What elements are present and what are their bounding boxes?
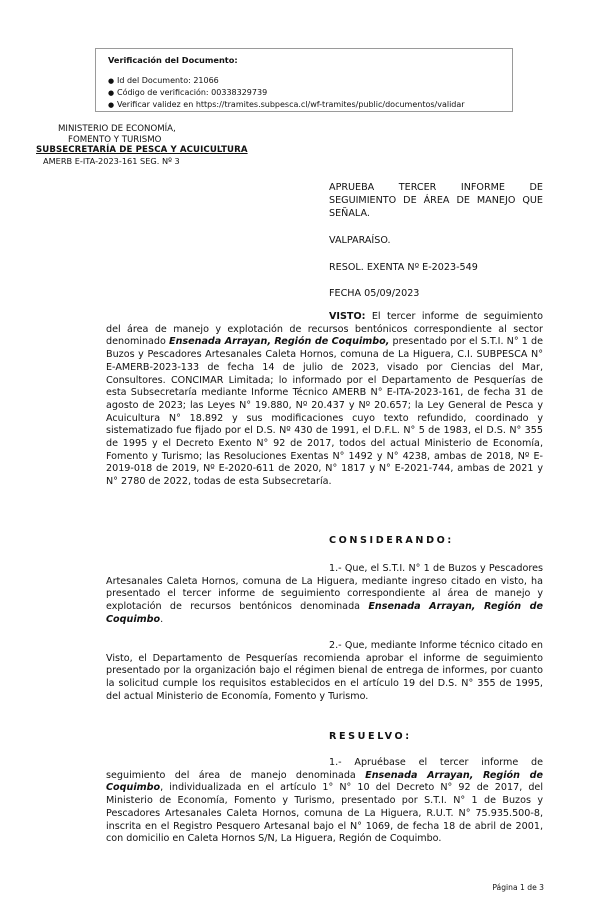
- visto-label: VISTO:: [329, 311, 366, 322]
- verification-item-url[interactable]: ● Verificar validez en https://tramites.subpesca.cl/wf-tramites/public/documentos/validar: [108, 100, 465, 109]
- resuelvo-heading: RESUELVO:: [329, 731, 412, 742]
- verification-item-code: ● Código de verificación: 00338329739: [108, 88, 268, 97]
- verification-item-id: ● Id del Documento: 21066: [108, 76, 219, 85]
- area-name: Ensenada Arrayan, Región de Coquimbo: [106, 769, 543, 794]
- ministry-line-2: FOMENTO Y TURISMO: [68, 134, 162, 145]
- considerando-paragraph-2: 2.- Que, mediante Informe técnico citado en Visto, el Departamento de Pesquerías recomienda aprobar el informe de seguimiento presentado por la organización bajo el régimen bienal de entrega de informes, por cuanto la solicitud cumple los requisitos establecidos en el artículo 19 del D.S. N° 355 de 1995, del actual Ministerio de Economía, Fomento y Turismo.: [106, 640, 543, 702]
- bullet-icon: ●: [108, 77, 115, 85]
- bullet-icon: ●: [108, 89, 115, 97]
- resuelvo-paragraph-1: 1.- Apruébase el tercer informe de seguimiento del área de manejo denominada Ensenada Arrayan, Región de Coquimbo, individualizada en el artículo 1° N° 10 del Decreto N° 92 de 2017, del Ministerio de Economía, Fomento y Turismo, presentado por S.T.I. N° 1 de Buzos y Pescadores Artesanales Caleta Hornos, comuna de La Higuera, R.U.T. N° 75.935.500-8, inscrita en el Registro Pesquero Artesanal bajo el N° 1069, de fecha 18 de abril de 2001, con domicilio en Caleta Hornos S/N, La Higuera, Región de Coquimbo.: [106, 757, 543, 845]
- ministry-line-1: MINISTERIO DE ECONOMÍA,: [58, 124, 176, 134]
- visto-paragraph: VISTO: El tercer informe de seguimiento del área de manejo y explotación de recursos bentónicos correspondiente al sector denominado Ensenada Arrayan, Región de Coquimbo, presentado por el S.T.I. N° 1 de Buzos y Pescadores Artesanales Caleta Hornos, comuna de La Higuera, C.I. SUBPESCA N° E-AMERB-2023-133 de fecha 14 de julio de 2023, visado por Ciencias del Mar, Consultores. CONCIMAR Limitada; lo informado por el Departamento de Pesquerías de esta Subsecretaría mediante Informe Técnico AMERB N° E-ITA-2023-161, de fecha 31 de agosto de 2023; las Leyes N° 19.880, Nº 20.437 y Nº 20.657; la Ley General de Pesca y Acuicultura N° 18.892 y sus modificaciones cuyo texto refundido, coordinado y sistematizado fue fijado por el D.S. Nº 430 de 1991, el D.F.L. N° 5 de 1983, el D.S. N° 355 de 1995 y el Decreto Exento N° 92 de 2017, todos del actual Ministerio de Economía, Fomento y Turismo; las Resoluciones Exentas N° 1492 y N° 4238, ambas de 2018, Nº E-2019-018 de 2019, Nº E-2020-611 de 2020, N° 1817 y N° E-2021-744, ambas de 2021 y N° 2780 de 2022, todas de esta Subsecretaría.: [106, 311, 543, 488]
- ministry-header: [36, 124, 286, 166]
- verification-title: Verificación del Documento:: [108, 55, 238, 65]
- resolution-date: FECHA 05/09/2023: [329, 288, 420, 299]
- bullet-icon: ●: [108, 101, 115, 109]
- subsecretaria-name: SUBSECRETARÍA DE PESCA Y ACUICULTURA: [36, 145, 248, 156]
- considerando-paragraph-1: 1.- Que, el S.T.I. N° 1 de Buzos y Pescadores Artesanales Caleta Hornos, comuna de La Higuera, mediante ingreso citado en visto, ha presentado el tercer informe de seguimiento correspondiente al área de manejo y explotación de recursos bentónicos denominada Ensenada Arrayan, Región de Coquimbo.: [106, 563, 543, 625]
- area-name: Ensenada Arrayan, Región de Coquimbo,: [169, 336, 390, 348]
- verification-list: [108, 75, 512, 111]
- resolution-title: APRUEBA TERCER INFORME DE SEGUIMIENTO DE ÁREA DE MANEJO QUE SEÑALA.: [329, 182, 543, 219]
- area-name: Ensenada Arrayan, Región de Coquimbo: [106, 601, 543, 625]
- page-number: Página 1 de 3: [492, 883, 544, 892]
- verification-box: [95, 48, 513, 112]
- document-reference: AMERB E-ITA-2023-161 SEG. Nº 3: [43, 155, 180, 166]
- considerando-heading: CONSIDERANDO:: [329, 535, 454, 546]
- resolution-number: RESOL. EXENTA Nº E-2023-549: [329, 262, 478, 273]
- resolution-city: VALPARAÍSO.: [329, 235, 391, 246]
